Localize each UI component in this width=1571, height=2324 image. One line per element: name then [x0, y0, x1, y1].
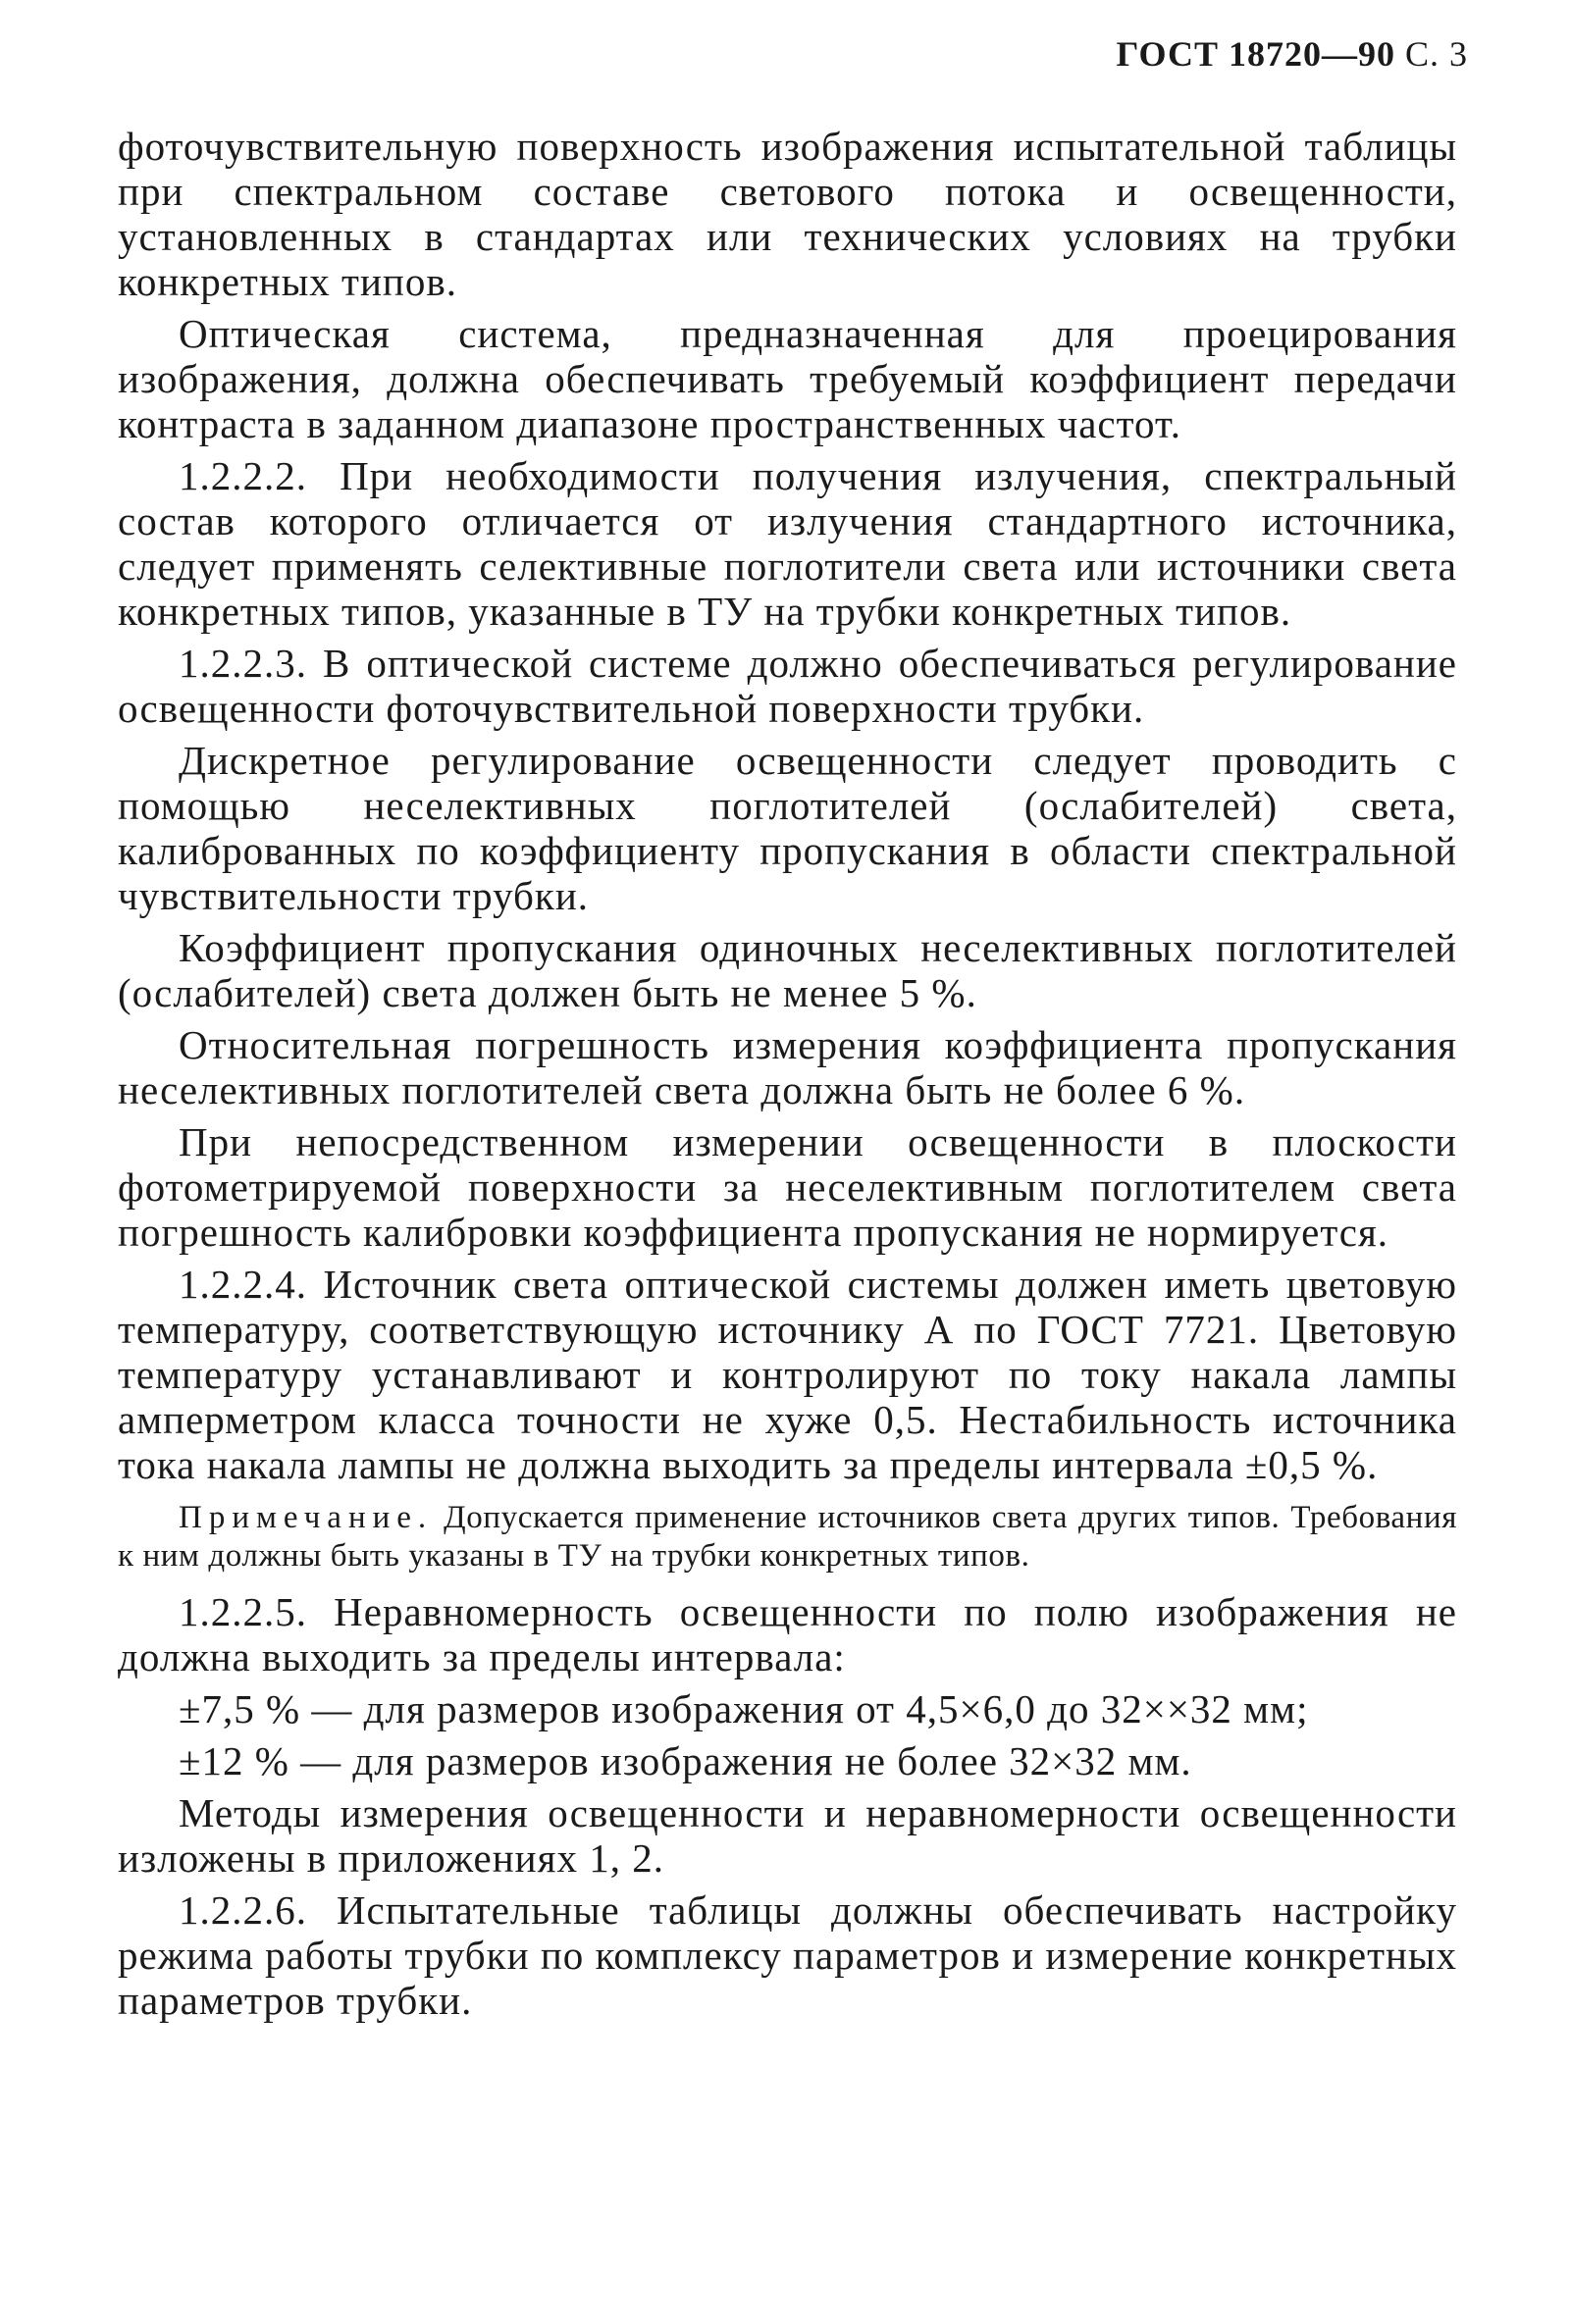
paragraph: Дискретное регулирование освещенности следует проводить с помощью неселективных поглотителей (ослабителей) света, калиброванных по коэффициенту пропускания в области спектральной чувствительности трубки. [118, 738, 1457, 918]
paragraph: При непосредственном измерении освещенности в плоскости фотометрируемой поверхности за неселективным поглотителем света погрешность калибровки коэффициента пропускания не нормируется. [118, 1119, 1457, 1255]
paragraph: Методы измерения освещенности и неравномерности освещенности изложены в приложениях 1, 2. [118, 1790, 1457, 1881]
note-label: Примечание. [179, 1500, 434, 1535]
paragraph: Коэффициент пропускания одиночных неселективных поглотителей (ослабителей) света должен быть не менее 5 %. [118, 925, 1457, 1015]
note [118, 1499, 1457, 1575]
tolerance-item: ±7,5 % — для размеров изображения от 4,5×6,0 до 32××32 мм; [179, 1686, 1309, 1731]
clause-1-2-2-3: 1.2.2.3. В оптической системе должно обеспечиваться регулирование освещенности фоточувствительной поверхности трубки. [118, 641, 1457, 731]
running-header [1117, 33, 1468, 75]
paragraph: фоточувствительную поверхность изображения испытательной таблицы при спектральном составе светового потока и освещенности, установленных в стандартах или технических условиях на трубки конкретных типов. [118, 124, 1457, 304]
clause-1-2-2-5: 1.2.2.5. Неравномерность освещенности по полю изображения не должна выходить за пределы интервала: [118, 1589, 1457, 1679]
paragraph: Относительная погрешность измерения коэффициента пропускания неселективных поглотителей света должна быть не более 6 %. [118, 1022, 1457, 1112]
document-body [118, 124, 1457, 2030]
tolerance-item: ±12 % — для размеров изображения не более 32×32 мм. [179, 1738, 1192, 1783]
clause-1-2-2-2: 1.2.2.2. При необходимости получения излучения, спектральный состав которого отличается от излучения стандартного источника, следует применять селективные поглотители света или источники света конкретных типов, указанные в ТУ на трубки конкретных типов. [118, 453, 1457, 634]
page-number: С. 3 [1404, 34, 1468, 74]
paragraph: Оптическая система, предназначенная для проецирования изображения, должна обеспечивать требуемый коэффициент передачи контраста в заданном диапазоне пространственных частот. [118, 311, 1457, 446]
clause-1-2-2-6: 1.2.2.6. Испытательные таблицы должны обеспечивать настройку режима работы трубки по комплексу параметров и измерение конкретных параметров трубки. [118, 1887, 1457, 2023]
standard-number: ГОСТ 18720—90 [1116, 34, 1395, 74]
note-text: Допускается применение источников света других типов. Требования к ним должны быть указаны в ТУ на трубки конкретных типов. [118, 1500, 1457, 1574]
clause-1-2-2-4: 1.2.2.4. Источник света оптической системы должен иметь цветовую температуру, соответствующую источнику А по ГОСТ 7721. Цветовую температуру устанавливают и контролируют по току накала лампы амперметром класса точности не хуже 0,5. Нестабильность источника тока накала лампы не должна выходить за пределы интервала ±0,5 %. [118, 1262, 1457, 1487]
